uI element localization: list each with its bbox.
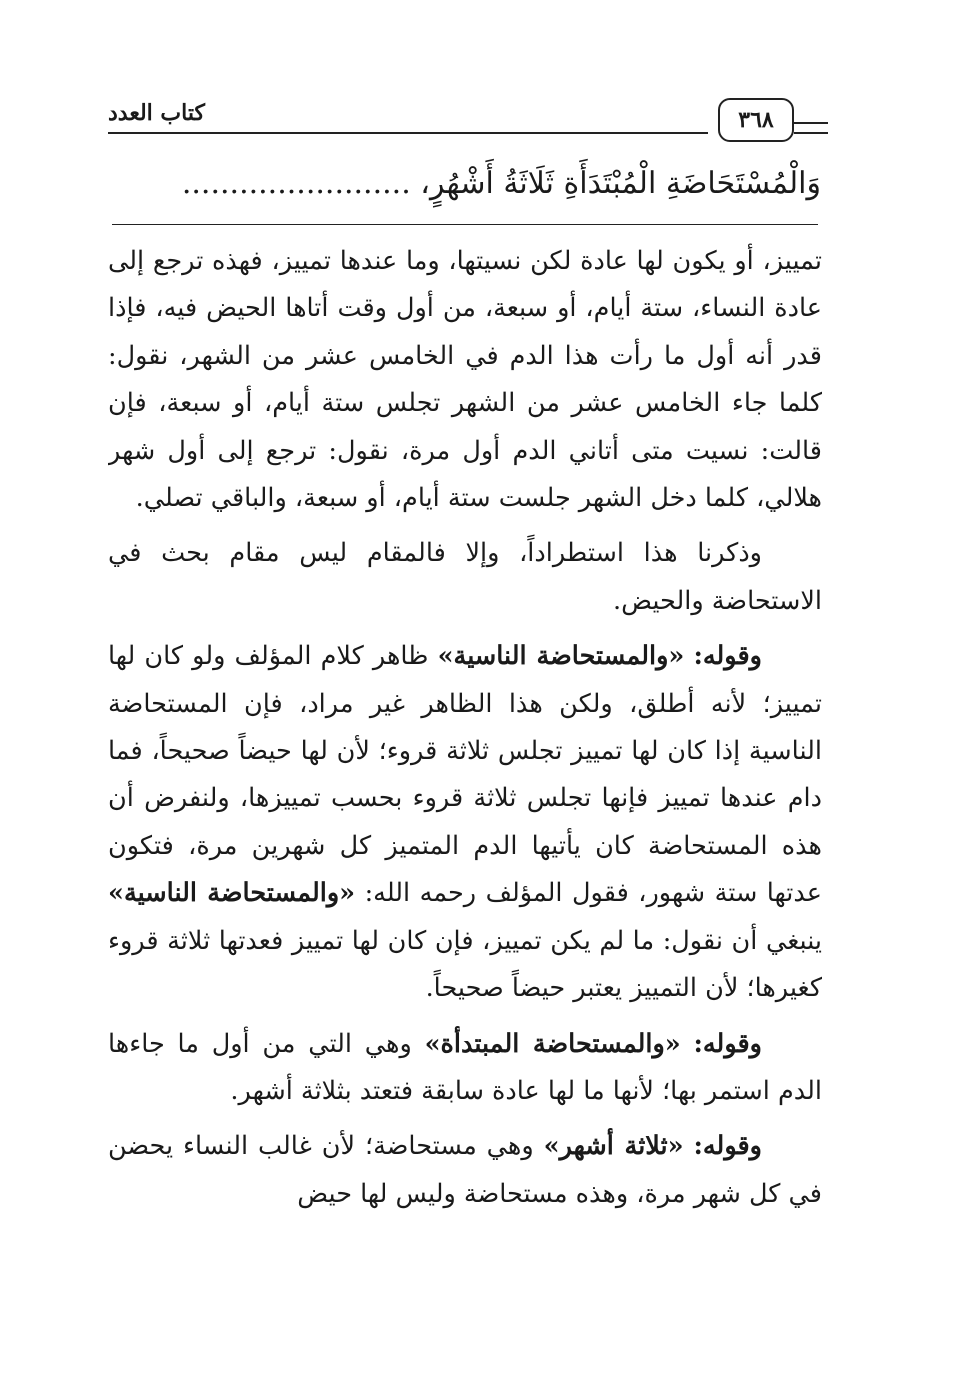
commentary-body bbox=[108, 238, 822, 1338]
paragraph bbox=[108, 1021, 822, 1116]
matn-divider bbox=[112, 224, 818, 225]
quoted-matn: «والمستحاضة الناسية» bbox=[108, 878, 356, 909]
running-header bbox=[108, 98, 828, 146]
paragraph-label: وقوله: bbox=[693, 1028, 762, 1059]
book-title: كتاب العدد bbox=[108, 100, 205, 126]
quoted-matn: «والمستحاضة الناسية» bbox=[437, 641, 685, 672]
quoted-matn: «ثلاثة أشهر» bbox=[543, 1131, 684, 1162]
paragraph bbox=[108, 1123, 822, 1218]
paragraph bbox=[108, 633, 822, 1012]
paragraph-text: ينبغي أن نقول: ما لم يكن تمييز، فإن كان لها تمييز فعدتها ثلاثة قروء كغيرها؛ لأن التمييز يعتبر حيضاً صحيحاً. bbox=[108, 925, 822, 1004]
paragraph: وذكرنا هذا استطراداً، وإلا فالمقام ليس مقام بحث في الاستحاضة والحيض. bbox=[108, 538, 822, 616]
paragraph-text: وهي التي من أول ما جاءها الدم استمر بها؛ لأنها ما لها عادة سابقة فتعتد بثلاثة أشهر. bbox=[108, 1028, 822, 1106]
quoted-matn: «والمستحاضة المبتدأة» bbox=[424, 1028, 681, 1059]
paragraph: تمييز، أو يكون لها عادة لكن نسيتها، وما عندها تمييز، فهذه ترجع إلى عادة النساء، ستة أيام، أو سبعة، من أول وقت أتاها الحيض فيه، فإذا قدر أنه أول ما رأت هذا الدم في الخامس عشر من الشهر، نقول: كلما جاء الخامس عشر من الشهر تجلس ستة أيام، أو سبعة، فإن قالت: نسيت متى أتاني الدم أول مرة، نقول: ترجع إلى أول شهر هلالي، كلما دخل الشهر جلست ستة أيام، أو سبعة، والباقي تصلي. bbox=[108, 246, 822, 514]
matn-text: وَالْمُسْتَحَاضَةِ الْمُبْتَدَأَةِ ثَلَاثَةُ أَشْهُرٍ، ........................ bbox=[181, 166, 821, 201]
header-rule bbox=[108, 132, 708, 134]
paragraph-text: ظاهر كلام المؤلف ولو كان لها تمييز؛ لأنه أطلق، ولكن هذا الظاهر غير مراد، فإن المستحاضة الناسية إذا كان لها تمييز تجلس ثلاثة قروء؛ لأن لها حيضاً صحيحاً، فما دام عندها تمييز فإنها تجلس ثلاثة قروء بحسب تمييزها، ولنفرض أن هذه المستحاضة كان يأتيها الدم المتميز كل شهرين مرة، فتكون عدتها ستة شهور، فقول المؤلف رحمه الله: bbox=[108, 641, 822, 909]
page-number: ٣٦٨ bbox=[718, 98, 794, 142]
paragraph-label: وقوله: bbox=[693, 1131, 762, 1162]
paragraph-label: وقوله: bbox=[693, 641, 762, 672]
paragraph-text: وهي مستحاضة؛ لأن غالب النساء يحضن في كل شهر مرة، وهذه مستحاضة وليس لها حيض bbox=[108, 1131, 822, 1209]
header-rule-double bbox=[794, 122, 828, 134]
